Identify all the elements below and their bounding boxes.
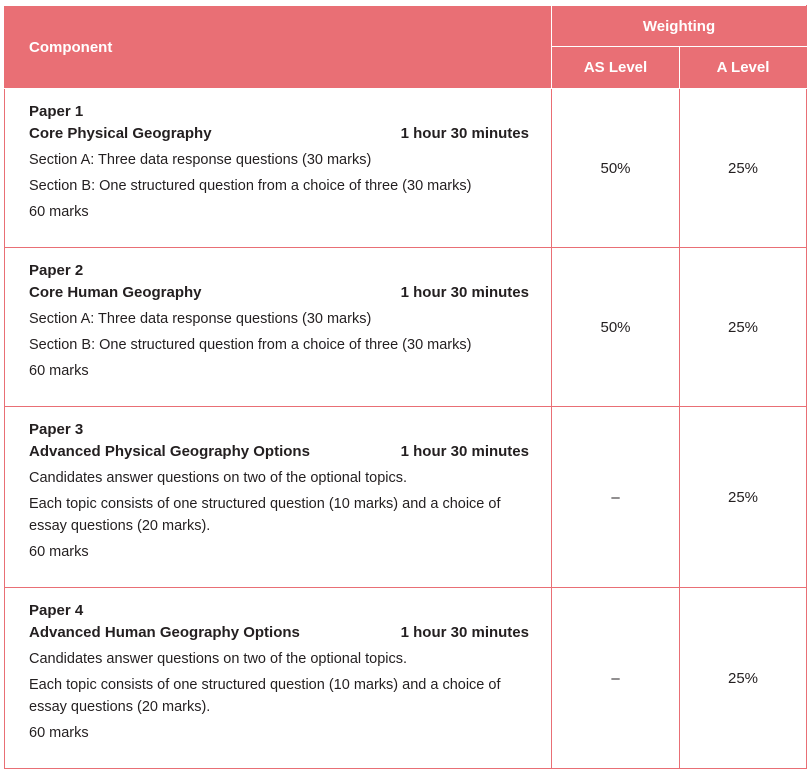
weighting-header: Weighting [552, 6, 807, 47]
as-level-weight: – [552, 588, 680, 769]
paper-title-row [29, 123, 529, 145]
paper-description-line: Section B: One structured question from a choice of three (30 marks) [29, 337, 472, 353]
paper-title: Core Human Geography [29, 284, 202, 301]
component-cell [5, 89, 552, 248]
paper-title-row [29, 282, 529, 304]
paper-description-line: Section A: Three data response questions (30 marks) [29, 152, 372, 168]
paper-number: Paper 3 [29, 421, 84, 438]
paper-description-line: Each topic consists of one structured question (10 marks) and a choice of essay questions (20 marks). [29, 677, 501, 715]
paper-title-row [29, 622, 529, 644]
paper-duration: 1 hour 30 minutes [400, 125, 529, 142]
paper-marks: 60 marks [29, 204, 89, 220]
paper-duration: 1 hour 30 minutes [400, 443, 529, 460]
paper-marks: 60 marks [29, 363, 89, 379]
paper-description-line: Each topic consists of one structured question (10 marks) and a choice of essay questions (20 marks). [29, 496, 501, 534]
paper-marks: 60 marks [29, 544, 89, 560]
paper-number: Paper 1 [29, 103, 84, 120]
paper-number: Paper 4 [29, 602, 84, 619]
component-cell [5, 588, 552, 769]
paper-marks: 60 marks [29, 725, 89, 741]
paper-title: Advanced Human Geography Options [29, 624, 300, 641]
a-level-weight: 25% [680, 89, 807, 248]
paper-description-line: Candidates answer questions on two of the optional topics. [29, 470, 408, 486]
paper-description-line: Candidates answer questions on two of the optional topics. [29, 651, 408, 667]
paper-description-line: Section A: Three data response questions (30 marks) [29, 311, 372, 327]
paper-description-line: Section B: One structured question from a choice of three (30 marks) [29, 178, 472, 194]
paper-title: Advanced Physical Geography Options [29, 443, 310, 460]
as-level-weight: – [552, 407, 680, 588]
as-level-weight: 50% [552, 248, 680, 407]
assessment-table [4, 5, 807, 769]
table-row [5, 407, 807, 588]
a-level-header: A Level [680, 47, 807, 89]
paper-number: Paper 2 [29, 262, 84, 279]
paper-title-row [29, 441, 529, 463]
table-row [5, 89, 807, 248]
as-level-weight: 50% [552, 89, 680, 248]
paper-duration: 1 hour 30 minutes [400, 284, 529, 301]
a-level-weight: 25% [680, 248, 807, 407]
paper-duration: 1 hour 30 minutes [400, 624, 529, 641]
a-level-weight: 25% [680, 588, 807, 769]
as-level-header: AS Level [552, 47, 680, 89]
table-row [5, 588, 807, 769]
component-cell [5, 248, 552, 407]
component-cell [5, 407, 552, 588]
paper-title: Core Physical Geography [29, 125, 212, 142]
component-header: Component [5, 6, 552, 89]
table-row [5, 248, 807, 407]
a-level-weight: 25% [680, 407, 807, 588]
header-row [5, 6, 807, 47]
